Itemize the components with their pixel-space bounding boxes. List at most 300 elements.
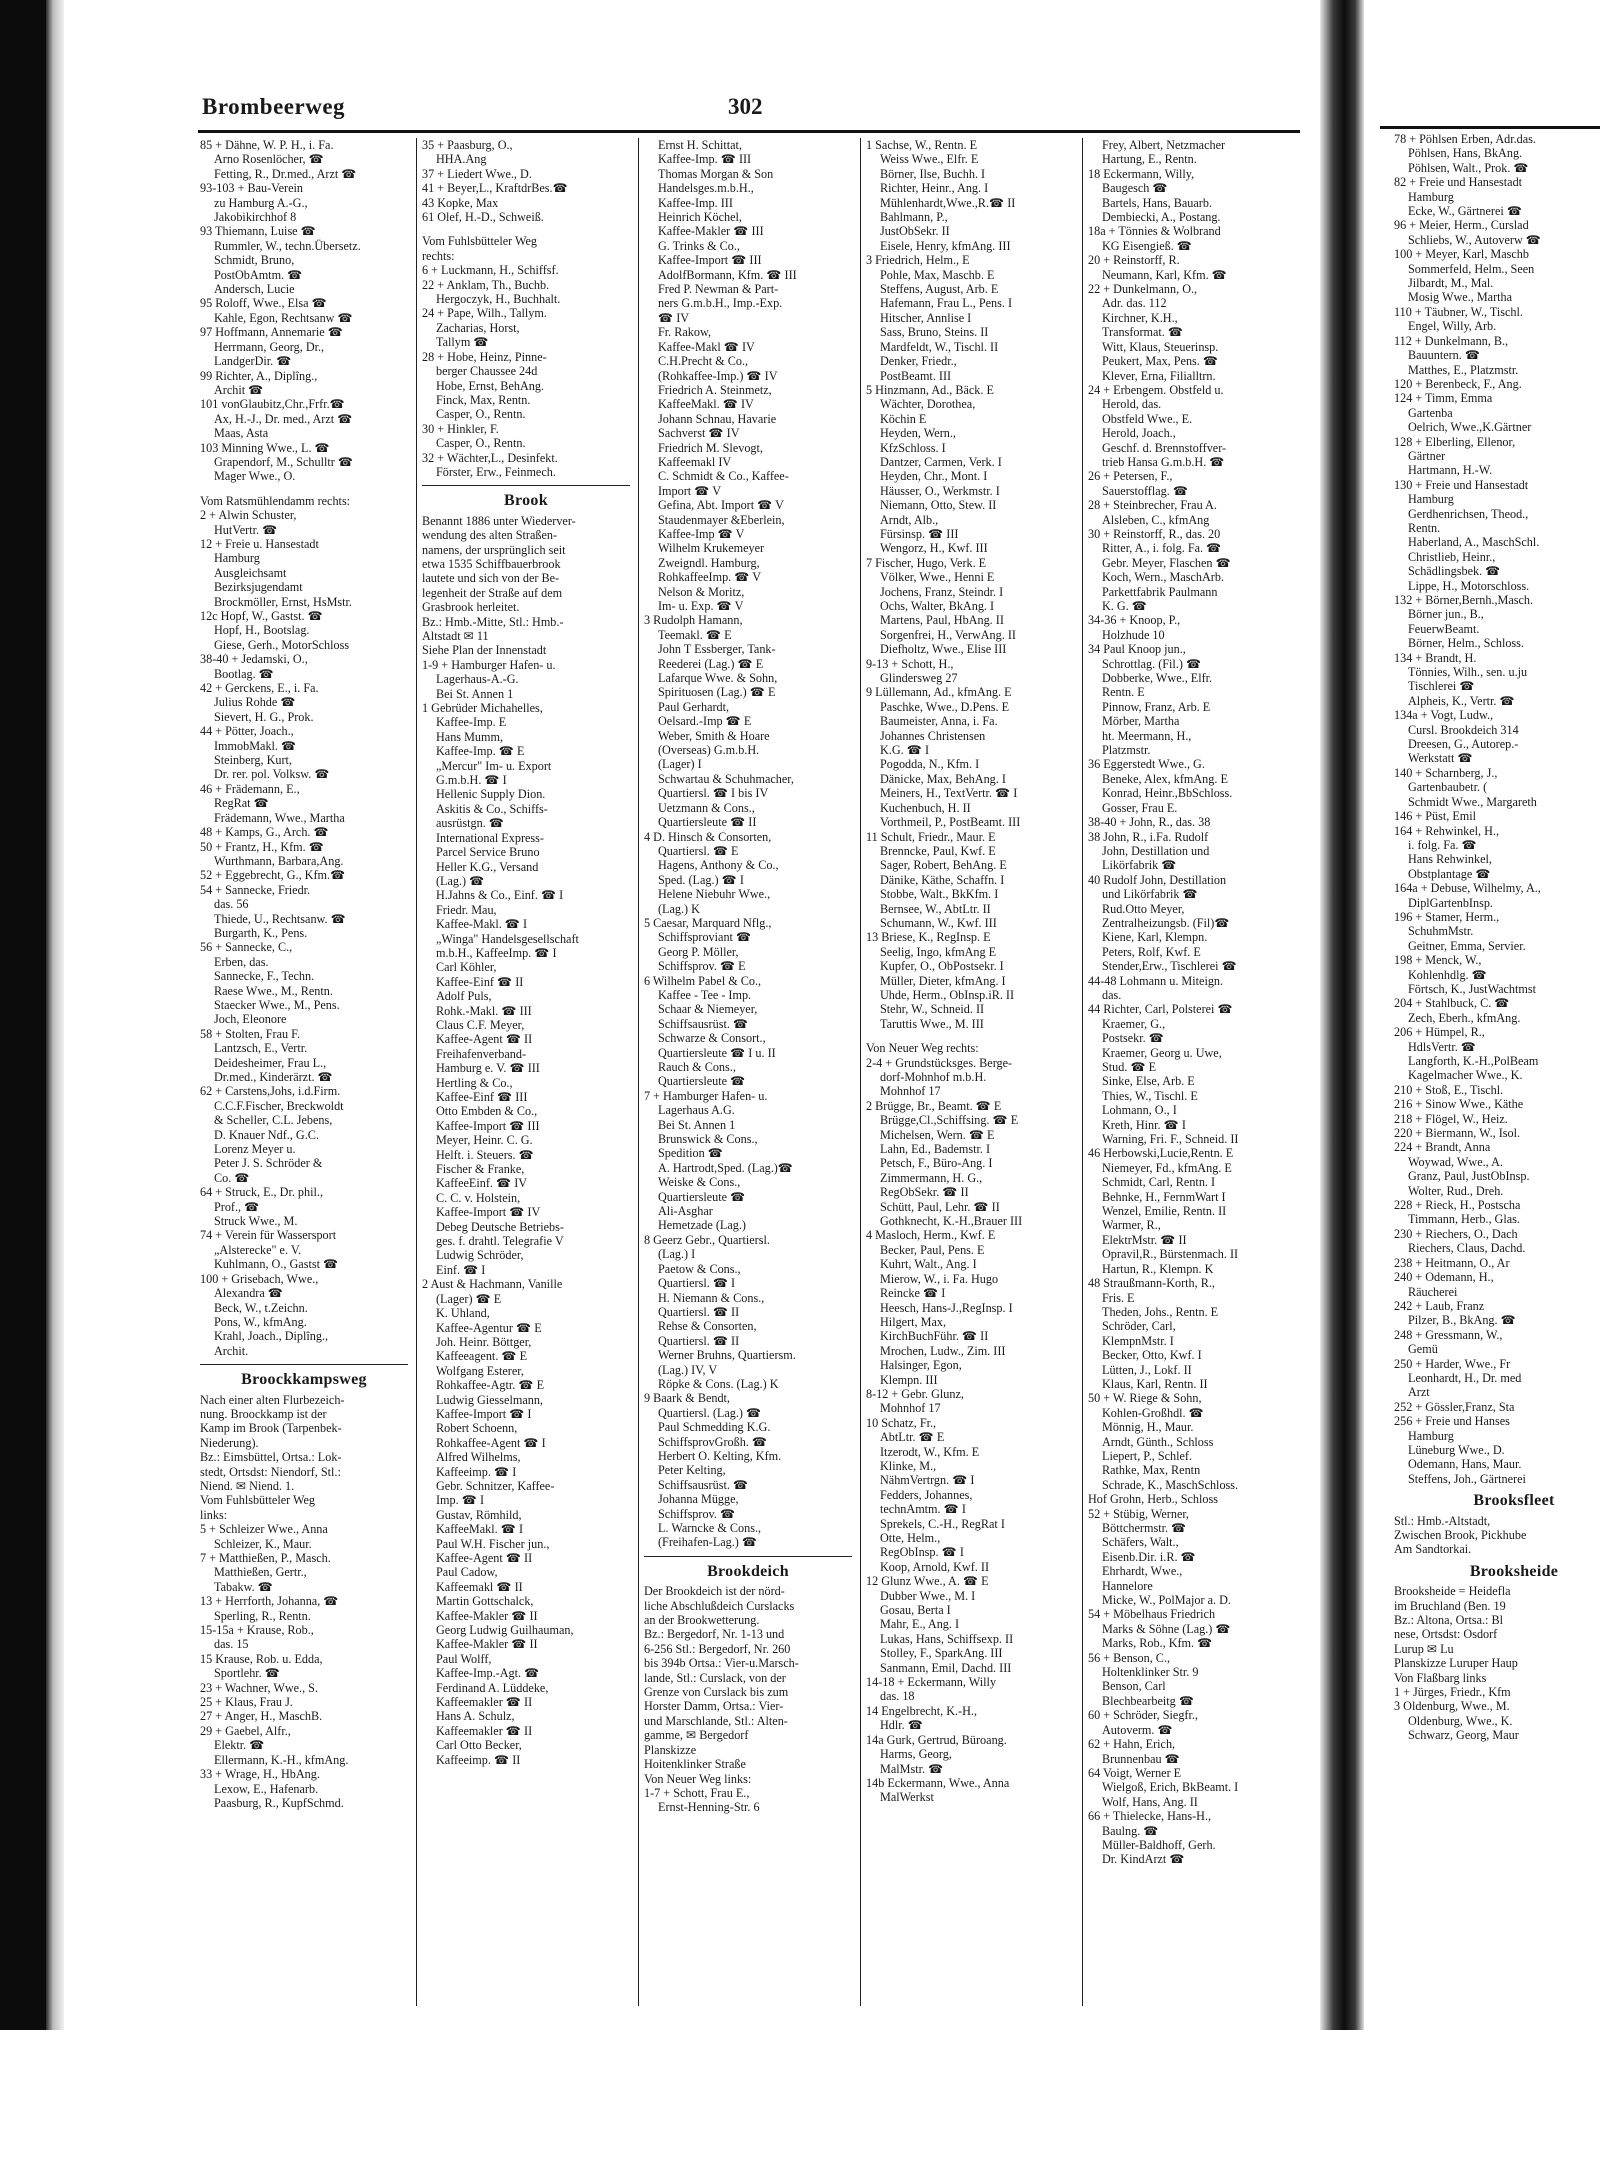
directory-entry: 48 Straußmann-Korth, R., [1088, 1276, 1215, 1291]
directory-entry: 5 Hinzmann, Ad., Bäck. E [866, 382, 994, 397]
directory-entry: rechts: [422, 248, 455, 263]
directory-entry: 3 Oldenburg, Wwe., M. [1394, 1699, 1510, 1714]
entry-continuation: Steffens, Joh., Gärtnerei [1408, 1471, 1526, 1486]
entry-continuation: Heller K.G., Versand [436, 859, 539, 874]
directory-entry: 26 + Petersen, F., [1088, 469, 1173, 484]
directory-entry: Niederung). [200, 1435, 259, 1450]
entry-continuation: Lagerhaus-A.-G. [436, 672, 519, 687]
entry-continuation: Paul Gerhardt, [658, 699, 730, 714]
entry-continuation: (Lager) I [658, 757, 702, 772]
entry-continuation: Klaus, Karl, Rentn. II [1102, 1376, 1208, 1391]
entry-continuation: Börner, Helm., Schloss. [1408, 636, 1524, 651]
entry-continuation: Bei St. Annen 1 [436, 686, 514, 701]
entry-continuation: Pilzer, B., BkAng. ☎ [1408, 1313, 1516, 1328]
entry-continuation: Kahle, Egon, Rechtsanw ☎ [214, 310, 353, 325]
entry-continuation: Gosau, Berta I [880, 1603, 951, 1618]
entry-continuation: Robert Schoenn, [436, 1421, 518, 1436]
directory-entry: 42 + Gerckens, E., i. Fa. [200, 681, 319, 696]
directory-entry: 93-103 + Bau-Verein [200, 181, 303, 196]
entry-continuation: Quartiersl. ☎ I [658, 1276, 736, 1291]
directory-entry: 1 + Jürges, Friedr., Kfm [1394, 1685, 1511, 1700]
entry-continuation: Kagelmacher Wwe., K. [1408, 1068, 1523, 1083]
entry-continuation: Herrmann, Georg, Dr., [214, 339, 325, 354]
entry-continuation: Fürsinsp. ☎ III [880, 526, 959, 541]
entry-continuation: Sprekels, C.-H., RegRat I [880, 1516, 1005, 1531]
directory-entry [422, 224, 630, 234]
entry-continuation: Mohnhof 17 [880, 1084, 941, 1099]
directory-entry: Bz.: Eimsbüttel, Ortsa.: Lok- [200, 1450, 342, 1465]
entry-continuation: Theden, Johs., Rentn. E [1102, 1304, 1219, 1319]
page-number: 302 [728, 94, 763, 119]
entry-continuation: Kaffee-Makler ☎ II [436, 1608, 538, 1623]
directory-entry: 12c Hopf, W., Gastst. ☎ [200, 609, 323, 623]
column-rule [416, 138, 417, 2006]
entry-continuation: SchuhmMstr. [1408, 924, 1474, 939]
entry-continuation: Werkstatt ☎ [1408, 751, 1473, 766]
entry-continuation: Paetow & Cons., [658, 1261, 741, 1276]
directory-entry: 224 + Brandt, Anna [1394, 1140, 1491, 1155]
entry-continuation: Ernst H. Schittat, [658, 138, 742, 152]
entry-continuation: Kohlen-Großhdl. ☎ [1102, 1405, 1204, 1420]
entry-continuation: das. [1102, 987, 1122, 1002]
entry-continuation: Schwarz, Georg, Maur [1408, 1728, 1519, 1743]
entry-continuation: Quartiersleute ☎ [658, 1189, 746, 1204]
entry-continuation: Elektr. ☎ [214, 1738, 265, 1753]
entry-continuation: Weiske & Cons., [658, 1175, 741, 1190]
directory-entry: 66 + Thielecke, Hans-H., [1088, 1809, 1212, 1824]
entry-continuation: Kaffeeimp. ☎ I [436, 1464, 517, 1479]
directory-entry: 196 + Stamer, Herm., [1394, 909, 1500, 924]
entry-continuation: Hobe, Ernst, BehAng. [436, 378, 544, 393]
entry-continuation: Wolfgang Esterer, [436, 1363, 524, 1378]
entry-continuation: Prof., ☎ [214, 1199, 260, 1214]
entry-continuation: Brenncke, Paul, Kwf. E [880, 843, 996, 858]
entry-continuation: Kaffee-Makl ☎ IV [658, 339, 755, 354]
entry-continuation: Mörber, Martha [1102, 714, 1180, 729]
entry-continuation: Rentn. [1408, 520, 1441, 535]
street-heading-brooksheide: Brooksheide [1469, 1562, 1559, 1580]
entry-continuation: Wolter, Rud., Dreh. [1408, 1183, 1504, 1198]
directory-entry: Planskizze Luruper Haup [1394, 1656, 1518, 1671]
entry-continuation: Fris. E [1102, 1290, 1135, 1305]
entry-continuation: D. Knauer Ndf., G.C. [214, 1127, 319, 1142]
directory-entry: 15 Krause, Rob. u. Edda, [200, 1651, 323, 1666]
directory-entry: Bz.: Altona, Ortsa.: Bl [1394, 1613, 1504, 1628]
directory-entry: 23 + Wachner, Wwe., S. [200, 1680, 318, 1695]
directory-entry: 97 Hoffmann, Annemarie ☎ [200, 325, 343, 340]
directory-entry: 52 + Eggebrecht, G., Kfm.☎ [200, 868, 346, 883]
entry-continuation: und Likörfabrik ☎ [1102, 887, 1198, 902]
entry-continuation: Casper, O., Rentn. [436, 436, 526, 451]
entry-continuation: Bei St. Annen 1 [658, 1117, 736, 1132]
directory-entry: 252 + Gössler,Franz, Sta [1394, 1399, 1515, 1414]
entry-continuation: Schütt, Paul, Lehr. ☎ II [880, 1199, 1000, 1214]
entry-continuation: Hellenic Supply Dion. [436, 787, 546, 802]
entry-continuation: Beck, W., t.Zeichn. [214, 1300, 308, 1315]
entry-continuation: Quartiersl. ☎ II [658, 1333, 740, 1348]
entry-continuation: m.b.H., KaffeeImp. ☎ I [436, 945, 557, 960]
entry-continuation: DiplGartenbInsp. [1408, 895, 1493, 910]
entry-continuation: Kaffee-Makl. ☎ I [436, 917, 528, 932]
entry-continuation: Transformat. ☎ [1102, 325, 1184, 340]
entry-continuation: Köchin E [880, 411, 927, 426]
entry-continuation: Im- u. Exp. ☎ V [658, 599, 744, 613]
entry-continuation: Kaffee-Imp. III [658, 195, 733, 210]
entry-continuation: Timmann, Herb., Glas. [1408, 1212, 1520, 1227]
entry-continuation: Steinberg, Kurt, [214, 753, 292, 768]
directory-entry: 6-256 Stl.: Bergedorf, Nr. 260 [644, 1641, 791, 1656]
entry-continuation: Kiene, Karl, Klempn. [1102, 930, 1208, 945]
entry-continuation: Holzhude 10 [1102, 627, 1165, 642]
entry-continuation: Langforth, K.-H.,PolBeam [1408, 1054, 1539, 1068]
directory-entry: Horster Damm, Ortsa.: Vier- [644, 1699, 784, 1714]
entry-continuation: John, Destillation und [1102, 843, 1210, 858]
entry-continuation: Gärtner [1408, 448, 1446, 463]
entry-continuation: KfzSchloss. I [880, 440, 946, 455]
entry-continuation: Hartun, R., Klempn. K [1102, 1261, 1214, 1276]
entry-continuation: Zentralheizungsb. (Fil)☎ [1102, 915, 1230, 930]
directory-entry: 22 + Dunkelmann, O., [1088, 282, 1198, 297]
street-heading: Brookdeich [707, 1562, 789, 1580]
entry-continuation: Kraemer, G., [1102, 1016, 1166, 1031]
entry-continuation: Mühlenhardt,Wwe.,R.☎ II [880, 195, 1016, 210]
entry-continuation: Tönnies, Wilh., sen. u.ju [1408, 665, 1528, 680]
column-5 [1088, 138, 1296, 1867]
entry-continuation: Gebr. Meyer, Flaschen ☎ [1102, 555, 1231, 570]
entry-continuation: Häusser, O., Werkmstr. I [880, 483, 1000, 498]
directory-entry: 18a + Tönnies & Wolbrand [1088, 224, 1221, 239]
entry-continuation: Förtsch, K., JustWachtmst [1408, 981, 1536, 996]
entry-continuation: Becker, Otto, Kwf. I [1102, 1348, 1202, 1363]
entry-continuation: Rummler, W., techn.Übersetz. [214, 238, 361, 253]
directory-entry: namens, der ursprünglich seit [422, 542, 566, 557]
directory-entry: 28 + Steinbrecher, Frau A. [1088, 498, 1217, 513]
directory-entry: 130 + Freie und Hansestadt [1394, 477, 1529, 492]
entry-continuation: Kreth, Hinr. ☎ I [1102, 1117, 1186, 1132]
directory-entry: 24 + Pape, Wilh., Tallym. [422, 306, 547, 321]
directory-entry: 3 Rudolph Hamann, [644, 613, 743, 628]
directory-entry: Hof Grohn, Herb., Schloss [1088, 1492, 1218, 1507]
entry-continuation: Hamburg e. V. ☎ III [436, 1061, 540, 1076]
entry-continuation: Parkettfabrik Paulmann [1102, 584, 1218, 599]
entry-continuation: Johann Schnau, Havarie [658, 411, 777, 426]
directory-entry: 218 + Flögel, W., Heiz. [1394, 1111, 1508, 1126]
directory-entry: Stl.: Hmb.-Altstadt, [1394, 1513, 1491, 1528]
entry-continuation: Joh. Heinr. Böttger, [436, 1334, 532, 1349]
entry-continuation: Brockmöller, Ernst, HsMstr. [214, 594, 352, 609]
entry-continuation: Freihafenverband- [436, 1046, 527, 1061]
entry-continuation: Peter Kelting, [658, 1463, 726, 1478]
entry-continuation: Thies, W., Tischl. E [1102, 1088, 1198, 1103]
column-rule [860, 138, 861, 2006]
directory-entry: bis 394b Ortsa.: Vier-u.Marsch- [644, 1656, 799, 1671]
directory-entry: Kamp im Brook (Tarpenbek- [200, 1421, 342, 1436]
entry-continuation: Cursl. Brookdeich 314 [1408, 722, 1519, 737]
directory-entry: 242 + Laub, Franz [1394, 1298, 1485, 1313]
directory-entry: 5 Caesar, Marquard Nflg., [644, 915, 772, 930]
entry-continuation: Arzt [1408, 1385, 1430, 1400]
entry-continuation: Micke, W., PolMajor a. D. [1102, 1593, 1231, 1608]
directory-entry: 7 + Matthießen, P., Masch. [200, 1551, 331, 1565]
entry-continuation: Holtenklinker Str. 9 [1102, 1665, 1199, 1680]
entry-continuation: Casper, O., Rentn. [436, 407, 526, 422]
facing-entries [1394, 132, 1600, 1486]
directory-entry: Am Sandtorkai. [1394, 1542, 1472, 1557]
scan-left-shadow [46, 0, 64, 2030]
entry-continuation: Röpke & Cons. (Lag.) K [658, 1376, 779, 1391]
directory-entry: 96 + Meier, Herm., Curslad [1394, 218, 1529, 233]
directory-entry: 15-15a + Krause, Rob., [200, 1623, 314, 1638]
entry-continuation: Ludwig Schröder, [436, 1248, 524, 1263]
entry-continuation: „Winga" Handelsgesellschaft [436, 931, 579, 946]
entry-continuation: Rauch & Cons., [658, 1060, 736, 1074]
directory-entry: 36 Eggerstedt Wwe., G. [1088, 757, 1205, 772]
entry-continuation: Friedrich M. Slevogt, [658, 440, 763, 455]
entry-continuation: Alsleben, C., kfmAng [1102, 512, 1210, 527]
entry-continuation: Geitner, Emma, Servier. [1408, 938, 1526, 953]
entry-continuation: Stud. ☎ E [1102, 1060, 1157, 1074]
entry-continuation: Jilbardt, M., Mal. [1408, 276, 1494, 291]
entry-continuation: MalMstr. ☎ [880, 1761, 944, 1776]
entry-continuation: technAmtm. ☎ I [880, 1502, 966, 1517]
entry-continuation: Brunnenbau ☎ [1102, 1751, 1180, 1766]
entry-continuation: KlempnMstr. I [1102, 1333, 1174, 1348]
directory-entry: 38-40 + Jedamski, O., [200, 652, 308, 667]
directory-entry: 2 Brügge, Br., Beamt. ☎ E [866, 1098, 1002, 1113]
entry-continuation: Alpheis, K., Vertr. ☎ [1408, 693, 1515, 708]
entry-continuation: MalWerkst [880, 1790, 934, 1805]
directory-entry: 40 Rudolf John, Destillation [1088, 872, 1227, 887]
entry-continuation: Kaffee-Imp. ☎ III [658, 152, 752, 167]
entry-continuation: Schiffsproviant ☎ [658, 930, 752, 945]
entry-continuation: Steffens, August, Arb. E [880, 282, 999, 297]
entry-continuation: Lafarque Wwe. & Sohn, [658, 671, 778, 686]
entry-continuation: Mosig Wwe., Martha [1408, 290, 1513, 305]
entry-continuation: Deidesheimer, Frau L., [214, 1055, 327, 1070]
directory-entry: 27 + Anger, H., MaschB. [200, 1709, 323, 1724]
directory-entry: 6 Wilhelm Pabel & Co., [644, 973, 762, 988]
entry-continuation: Obstfeld Wwe., E. [1102, 411, 1193, 426]
entry-continuation: Jakobikirchhof 8 [214, 210, 297, 225]
entry-continuation: Warmer, R., [1102, 1218, 1161, 1233]
entry-continuation: Marks, Rob., Kfm. ☎ [1102, 1636, 1213, 1651]
page-header [198, 90, 1300, 133]
entry-continuation: Teemakl. ☎ E [658, 627, 732, 642]
directory-entry: 41 + Beyer,L., KraftdrBes.☎ [422, 181, 568, 196]
entry-continuation: Dubber Wwe., M. I [880, 1588, 976, 1603]
directory-entry: 164a + Debuse, Wilhelmy, A., [1394, 881, 1541, 896]
directory-entry: 74 + Verein für Wassersport [200, 1228, 337, 1243]
directory-entry: Siehe Plan der Innenstadt [422, 643, 547, 658]
entry-continuation: Obstplantage ☎ [1408, 866, 1491, 881]
entry-continuation: Paschke, Wwe., D.Pens. E [880, 699, 1010, 714]
entry-continuation: Nelson & Moritz, [658, 584, 745, 599]
entry-continuation: H.Jahns & Co., Einf. ☎ I [436, 888, 564, 903]
entry-continuation: Struck Wwe., M. [214, 1214, 298, 1229]
entry-continuation: Hamburg [1408, 1428, 1454, 1443]
entry-continuation: Pinnow, Franz, Arb. E [1102, 699, 1211, 714]
entry-continuation: Heyden, Chr., Mont. I [880, 469, 988, 484]
directory-entry: 7 Fischer, Hugo, Verk. E [866, 555, 987, 570]
entry-continuation: Lantzsch, E., Vertr. [214, 1041, 308, 1056]
entry-continuation: Klinke, M., [880, 1458, 937, 1473]
directory-entry: 11 Schult, Friedr., Maur. E [866, 829, 996, 844]
entry-continuation: Ausgleichsamt [214, 565, 287, 580]
entry-continuation: ElektrMstr. ☎ II [1102, 1232, 1187, 1247]
directory-entry: 7 + Hamburger Hafen- u. [644, 1088, 768, 1103]
entry-continuation: Schiffsausrüst. ☎ [658, 1477, 749, 1492]
entry-continuation: Lohmann, O., I [1102, 1103, 1177, 1118]
entry-continuation: Bootlag. ☎ [214, 666, 274, 681]
entry-continuation: Adr. das. 112 [1102, 296, 1167, 311]
entry-continuation: Likörfabrik ☎ [1102, 858, 1177, 873]
entry-continuation: Hannelore [1102, 1578, 1153, 1593]
entry-continuation: Zimmermann, H. G., [880, 1170, 983, 1185]
directory-entry: 64 Voigt, Werner E [1088, 1765, 1182, 1780]
entry-continuation: Taruttis Wwe., M. III [880, 1016, 984, 1031]
entry-continuation: Otte, Helm., [880, 1531, 941, 1545]
entry-continuation: Geschf. d. Brennstoffver- [1102, 440, 1227, 455]
directory-entry: 134a + Vogt, Ludw., [1394, 708, 1494, 723]
entry-continuation: Johannes Christensen [880, 728, 986, 743]
entry-continuation: International Express- [436, 830, 544, 845]
entry-continuation: Hafemann, Frau L., Pens. I [880, 296, 1012, 311]
entry-continuation: Ellermann, K.-H., kfmAng. [214, 1752, 349, 1767]
entry-continuation: Kupfer, O., ObPostsekr. I [880, 959, 1004, 974]
entry-continuation: Martin Gottschalck, [436, 1594, 534, 1609]
entry-continuation: Herbert O. Kelting, Kfm. [658, 1448, 782, 1463]
directory-entry: 62 + Carstens,Johs, i.d.Firm. [200, 1084, 341, 1099]
entry-continuation: Wilhelm Krukemeyer [658, 541, 765, 556]
directory-entry: 34 Paul Knoop jun., [1088, 642, 1186, 657]
entry-continuation: RohkaffeeImp. ☎ V [658, 570, 762, 585]
entry-continuation: KaffeeEinf. ☎ IV [436, 1176, 528, 1191]
entry-continuation: Baumeister, Anna, i. Fa. [880, 714, 998, 729]
directory-entry: 85 + Dähne, W. P. H., i. Fa. [200, 138, 334, 152]
entry-continuation: Seelig, Ingo, kfmAng E [880, 944, 997, 959]
column-3 [644, 138, 852, 1815]
directory-entry: 48 + Kamps, G., Arch. ☎ [200, 825, 329, 840]
entry-continuation: Oldenburg, Wwe., K. [1408, 1713, 1513, 1728]
directory-entry: 10 Schatz, Fr., [866, 1415, 937, 1430]
entry-continuation: Bauuntern. ☎ [1408, 348, 1481, 363]
entry-continuation: Eisele, Henry, kfmAng. III [880, 238, 1011, 253]
entry-continuation: Stobbe, Walt., BkKfm. I [880, 887, 999, 902]
directory-entry: 12 Glunz Wwe., A. ☎ E [866, 1574, 989, 1589]
entry-continuation: Kaffee-Import ☎ III [436, 1118, 540, 1133]
entry-continuation: Hamburg [214, 551, 260, 566]
entry-continuation: Sievert, H. G., Prok. [214, 709, 314, 724]
directory-entry: liche Abschlußdeich Curslacks [644, 1598, 795, 1613]
entry-continuation: Bartels, Hans, Bauarb. [1102, 195, 1212, 210]
entry-continuation: Grapendorf, M., Schulltr ☎ [214, 454, 354, 469]
entry-continuation: Lahn, Ed., Bademstr. I [880, 1142, 991, 1157]
entry-continuation: Kraemer, Georg u. Uwe, [1102, 1045, 1222, 1060]
entry-continuation: Peter J. S. Schröder & [214, 1156, 323, 1171]
entry-continuation: G. Trinks & Co., [658, 238, 740, 253]
directory-entry: 22 + Anklam, Th., Buchb. [422, 277, 550, 292]
directory-entry: 9 Lüllemann, Ad., kfmAng. E [866, 685, 1012, 700]
directory-entry: Niend. ✉ Niend. 1. [200, 1478, 295, 1493]
entry-continuation: Georg P. Möller, [658, 944, 739, 959]
entry-continuation: Kuhlmann, O., Gastst ☎ [214, 1257, 339, 1272]
entry-continuation: „Mercur" Im- u. Export [436, 758, 552, 773]
entry-continuation: Rentn. E [1102, 685, 1145, 700]
entry-continuation: Sauerstofflag. ☎ [1102, 483, 1189, 498]
entry-continuation: Archit. [214, 1343, 249, 1358]
directory-entry: 8-12 + Gebr. Glunz, [866, 1386, 964, 1401]
entry-continuation: A. Hartrodt,Sped. (Lag.)☎ [658, 1160, 793, 1175]
facing-column [1394, 132, 1600, 1743]
entry-continuation: Finck, Max, Rentn. [436, 392, 531, 407]
entry-continuation: Sportlehr. ☎ [214, 1666, 280, 1681]
entry-continuation: HHA.Ang [436, 152, 487, 167]
entry-continuation: Schmidt, Carl, Rentn. I [1102, 1175, 1216, 1190]
entry-continuation: Adolf Puls, [436, 989, 492, 1004]
directory-entry: 2 + Alwin Schuster, [200, 508, 297, 523]
entry-continuation: Denker, Friedr., [880, 354, 957, 369]
entry-continuation: Zacharias, Horst, [436, 320, 520, 335]
entry-continuation: H. Niemann & Cons., [658, 1290, 765, 1305]
entry-continuation: Co. ☎ [214, 1170, 250, 1185]
directory-entry: Grenze von Curslack bis zum [644, 1685, 789, 1700]
entry-continuation: HutVertr. ☎ [214, 522, 278, 537]
entry-continuation: Jochens, Franz, Steindr. I [880, 584, 1004, 599]
entry-continuation: zu Hamburg A.-G., [214, 195, 308, 210]
entry-continuation: Schrade, K., MaschSchloss. [1102, 1477, 1239, 1492]
directory-entry: Der Brookdeich ist der nörd- [644, 1584, 785, 1599]
directory-entry: Von Neuer Weg rechts: [866, 1041, 979, 1056]
directory-entry: 60 + Schröder, Siegfr., [1088, 1708, 1198, 1723]
directory-entry: wendung des alten Straßen- [422, 528, 558, 543]
facing-page-fragment [1368, 88, 1600, 2028]
entry-continuation: Wengorz, H., Kwf. III [880, 541, 988, 556]
directory-entry: 58 + Stolten, Frau F. [200, 1026, 301, 1041]
directory-page [198, 90, 1306, 2020]
entry-continuation: Johanna Mügge, [658, 1492, 739, 1507]
running-head: Brombeerweg [202, 94, 346, 119]
column-rule [638, 138, 639, 2006]
entry-continuation: Carl Köhler, [436, 960, 497, 975]
entry-continuation: Schwartau & Schuhmacher, [658, 771, 794, 786]
entry-continuation: Frädemann, Wwe., Martha [214, 810, 345, 825]
directory-entry: 100 + Grisebach, Wwe., [200, 1271, 319, 1286]
entry-continuation: Quartiersleute ☎ II [658, 815, 757, 830]
directory-entry: 1 Sachse, W., Rentn. E [866, 138, 978, 152]
directory-entry: Lurup ✉ Lu [1394, 1641, 1454, 1656]
entry-continuation: Zweigndl. Hamburg, [658, 555, 760, 570]
entry-continuation: Kaffee-Agent ☎ II [436, 1551, 533, 1565]
entry-continuation: Mahr, E., Ang. I [880, 1617, 960, 1632]
entry-continuation: Kaffee-Imp ☎ V [658, 526, 745, 541]
entry-continuation: Herold, das. [1102, 397, 1162, 412]
entry-continuation: L. Warncke & Cons., [658, 1521, 762, 1535]
entry-continuation: Kaffee-Agentur ☎ E [436, 1320, 542, 1335]
entry-continuation: Sachverst ☎ IV [658, 426, 740, 441]
entry-continuation: Weber, Smith & Hoare [658, 728, 770, 743]
directory-entry: 14 Engelbrecht, K.-H., [866, 1703, 978, 1718]
entry-continuation: Erben, das. [214, 954, 269, 969]
entry-continuation: Peukert, Max, Pens. ☎ [1102, 354, 1219, 369]
directory-entry: Vom Fuhlsbütteler Weg [422, 234, 538, 249]
entry-continuation: Ochs, Walter, BkAng. I [880, 599, 995, 613]
directory-entry: 29 + Gaebel, Alfr., [200, 1723, 291, 1738]
entry-continuation: das. 18 [880, 1689, 915, 1704]
entry-continuation: Hans Rehwinkel, [1408, 852, 1492, 867]
entry-continuation: Marks & Söhne (Lag.) ☎ [1102, 1621, 1231, 1636]
entry-continuation: Dembiecki, A., Postang. [1102, 210, 1221, 225]
directory-entry: 220 + Biermann, W., Isol. [1394, 1126, 1521, 1141]
